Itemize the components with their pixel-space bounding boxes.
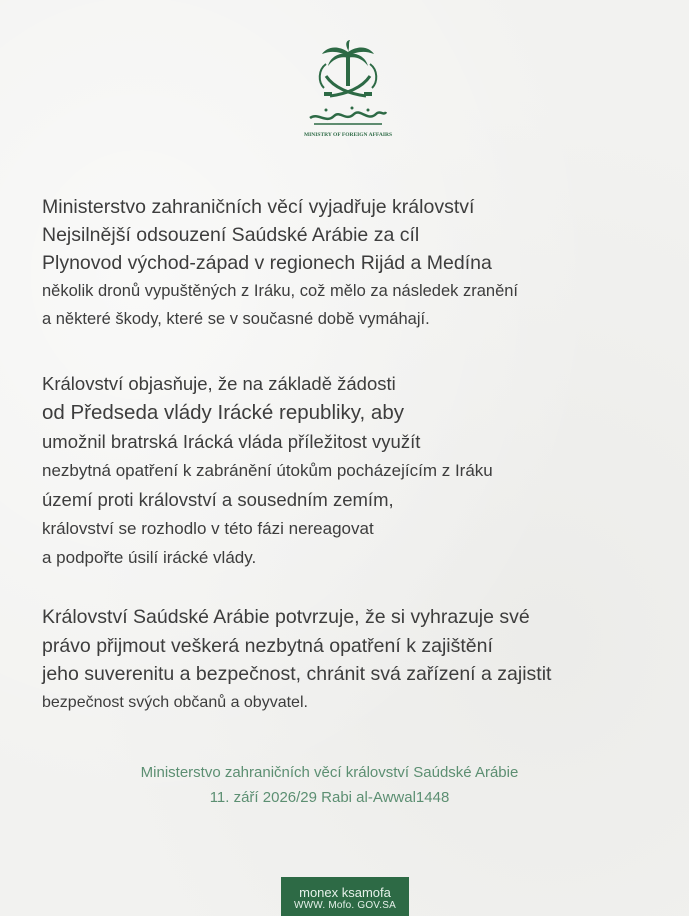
signature-ministry: Ministerstvo zahraničních věcí království Saúdské Arábie — [140, 764, 519, 781]
text-line: nezbytná opatření k zabránění útokům pocházejícím z Iráku — [42, 461, 493, 480]
footer-banner — [281, 877, 409, 916]
palm-swords-emblem-icon — [296, 40, 400, 144]
text-line: Nejsilnější odsouzení Saúdské Arábie za cíl — [42, 224, 420, 246]
paragraph-affirmation — [42, 603, 551, 717]
text-line: Plynovod východ-západ v regionech Rijád a Medína — [42, 252, 492, 274]
text-line: území proti království a sousedním zemím, — [42, 489, 394, 510]
text-line: právo přijmout veškerá nezbytná opatření k zajištění — [42, 634, 493, 657]
footer-website: WWW. Mofo. GOV.SA — [294, 900, 396, 911]
text-line: bezpečnost svých občanů a obyvatel. — [42, 693, 308, 711]
text-line: Království Saúdské Arábie potvrzuje, že si vyhrazuje své — [42, 606, 530, 628]
text-line: Království objasňuje, že na základě žádosti — [42, 373, 396, 394]
footer-handle: monex ksamofa — [299, 885, 391, 900]
text-line: několik dronů vypuštěných z Iráku, což mělo za následek zranění — [42, 282, 519, 300]
ministry-name-ar — [296, 102, 400, 103]
text-line: a některé škody, které se v současné době vymáhají. — [42, 310, 430, 328]
text-line: a podpořte úsilí irácké vlády. — [42, 548, 257, 567]
text-line: království se rozhodlo v této fázi nereagovat — [42, 519, 374, 538]
text-line: od Předseda vlády Irácké republiky, aby — [42, 401, 404, 424]
text-line: Ministerstvo zahraničních věcí vyjadřuje království — [42, 196, 475, 218]
ministry-name-en: MINISTRY OF FOREIGN AFFAIRS — [303, 132, 393, 138]
text-line: jeho suverenitu a bezpečnost, chránit svá zařízení a zajistit — [42, 663, 552, 685]
ministry-logo — [296, 40, 400, 144]
paragraph-condemnation — [42, 193, 518, 333]
text-line: umožnil bratrská Irácká vláda příležitost využít — [42, 431, 421, 452]
paragraph-clarification — [42, 369, 493, 572]
signature-date: 11. září 2026/29 Rabi al-Awwal1448 — [209, 789, 450, 806]
